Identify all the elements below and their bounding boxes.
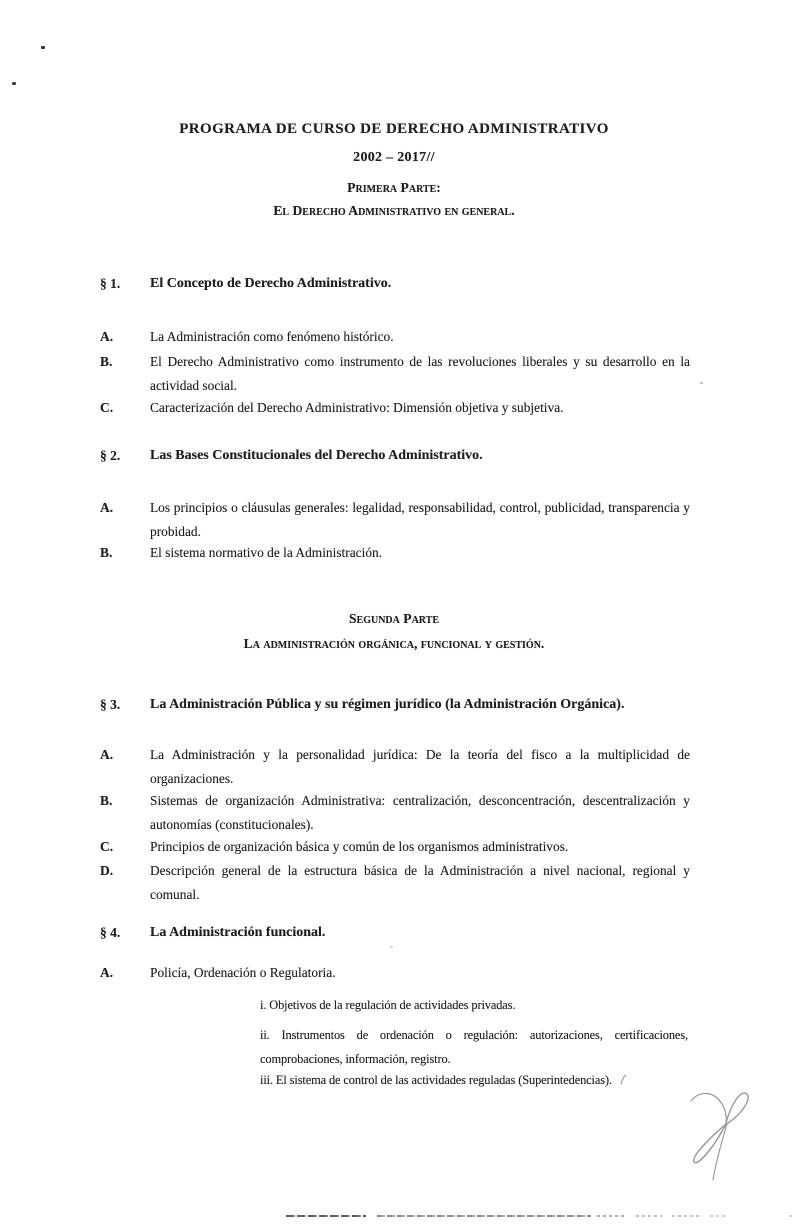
document-years: 2002 – 2017// [353,150,435,165]
list-item [100,743,690,791]
smudge-segment [377,1215,591,1217]
list-item [100,496,690,544]
item-label: A. [100,500,114,515]
list-item [100,789,690,837]
section-1-title: El Concepto de Derecho Administrativo. [150,276,392,291]
list-item [100,541,690,565]
list-item [100,961,690,985]
item-text: Sistemas de organización Administrativa: centralización, desconcentración, descentralización y autonomías (constitucionales). [150,793,690,832]
item-text: Policía, Ordenación o Regulatoria. [150,965,336,980]
section-4-title: La Administración funcional. [150,925,326,940]
item-text: Los principios o cláusulas generales: legalidad, responsabilidad, control, publicidad, transparencia y probidad. [150,500,690,539]
item-label: A. [100,329,114,344]
smudge-segment [286,1215,366,1217]
item-text: Caracterización del Derecho Administrativo: Dimensión objetiva y subjetiva. [150,400,564,415]
smudge-segment [597,1215,627,1217]
item-label: D. [100,863,114,878]
scan-speck [12,82,16,85]
scan-speck [700,382,703,384]
part1-title: El Derecho Administrativo en general. [273,203,515,218]
smudge-segment [636,1215,662,1217]
section-2-title: Las Bases Constitucionales del Derecho Administrativo. [150,448,483,463]
item-label: C. [100,400,114,415]
list-item [100,835,690,859]
smudge-segment [710,1215,725,1217]
list-item [100,350,690,398]
item-label: A. [100,747,114,762]
scan-speck [390,946,393,948]
item-text: Descripción general de la estructura básica de la Administración a nivel nacional, regional y comunal. [150,863,690,902]
list-item [100,325,690,349]
part2-label: Segunda Parte [348,611,440,626]
scan-speck [41,46,45,49]
item-label: B. [100,545,113,560]
item-text: La Administración como fenómeno histórico. [150,329,394,344]
sub-item: i. Objetivos de la regulación de actividades privadas. [260,998,516,1012]
item-text: El sistema normativo de la Administración. [150,545,383,560]
item-label: B. [100,354,113,369]
list-item [100,859,690,907]
section-2-label: § 2. [100,448,121,463]
part2-title: La administración orgánica, funcional y gestión. [243,636,545,651]
section-4-label: § 4. [100,925,121,940]
item-text: La Administración y la personalidad jurídica: De la teoría del fisco a la multiplicidad de organizaciones. [150,747,690,786]
section-3-label: § 3. [100,697,121,712]
section-1-heading [100,272,690,296]
document-title: PROGRAMA DE CURSO DE DERECHO ADMINISTRATIVO [179,121,609,137]
item-label: B. [100,793,113,808]
section-3-title: La Administración Pública y su régimen jurídico (la Administración Orgánica). [150,697,625,712]
item-label: A. [100,965,114,980]
item-text: El Derecho Administrativo como instrumento de las revoluciones liberales y su desarrollo en la actividad social. [150,354,690,393]
item-label: C. [100,839,114,854]
section-3-heading [100,693,690,717]
part1-label: Primera Parte: [347,180,441,195]
sub-item: ii. Instrumentos de ordenación o regulación: autorizaciones, certificaciones, comprobaciones, información, registro. [260,1028,688,1066]
smudge-segment [672,1215,700,1217]
sub-item: iii. El sistema de control de las actividades reguladas (Superintedencias). [260,1073,612,1087]
smudge-segment [789,1215,792,1217]
section-2-heading [100,444,690,468]
list-item [100,396,690,420]
section-1-label: § 1. [100,276,121,291]
item-text: Principios de organización básica y común de los organismos administrativos. [150,839,569,854]
section-4-heading [100,921,690,945]
signature-mark-icon [620,1074,770,1190]
